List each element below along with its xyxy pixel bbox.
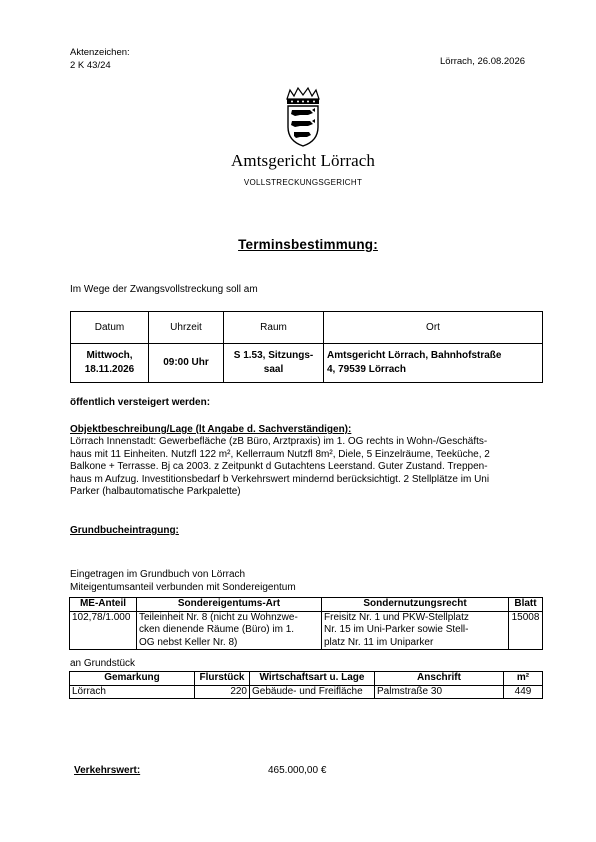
column-header-parcel: Flurstück — [195, 672, 250, 686]
plot-address: Palmstraße 30 — [375, 685, 504, 699]
appointment-room-line2: saal — [263, 364, 284, 375]
usage-right-line: Freisitz Nr. 1 und PKW-Stellplatz — [324, 611, 469, 623]
land-register-line2: Miteigentumsanteil verbunden mit Sondereigentum — [70, 582, 296, 593]
column-header-usage-right: Sondernutzungsrecht — [322, 598, 509, 612]
appointment-place-line2: 4, 79539 Lörrach — [327, 364, 406, 375]
market-value-amount: 465.000,00 € — [268, 765, 327, 776]
usage-right-line: platz Nr. 11 im Uniparker — [324, 636, 434, 648]
auction-statement: öffentlich versteigert werden: — [70, 397, 211, 408]
share-value: 102,78/1.000 — [70, 611, 137, 650]
usage-right — [322, 611, 509, 650]
land-register-heading: Grundbucheintragung: — [70, 525, 179, 536]
plot-district: Lörrach — [70, 685, 195, 699]
appointment-room — [224, 344, 324, 383]
column-header-area: m² — [504, 672, 543, 686]
sheet-number: 15008 — [509, 611, 543, 650]
land-register-line1: Eingetragen im Grundbuch von Lörrach — [70, 569, 246, 580]
baden-wuerttemberg-coat-of-arms-icon — [278, 85, 328, 147]
place-date: Lörrach, 26.08.2026 — [440, 56, 526, 67]
appointment-date-line1: Mittwoch, — [86, 350, 133, 361]
appointment-time: 09:00 Uhr — [149, 344, 224, 383]
intro-text: Im Wege der Zwangsvollstreckung soll am — [70, 284, 258, 295]
appointment-place-line1: Amtsgericht Lörrach, Bahnhofstraße — [327, 350, 502, 361]
object-description — [70, 436, 550, 499]
plot-parcel: 220 — [195, 685, 250, 699]
column-header-time: Uhrzeit — [149, 312, 224, 344]
column-header-use: Wirtschaftsart u. Lage — [250, 672, 375, 686]
appointment-place — [324, 344, 543, 383]
plot-label: an Grundstück — [70, 658, 136, 669]
file-number-label: Aktenzeichen: — [70, 47, 130, 58]
plot-use: Gebäude- und Freifläche — [250, 685, 375, 699]
share-table — [69, 597, 543, 650]
column-header-sheet: Blatt — [509, 598, 543, 612]
document-title: Terminsbestimmung: — [238, 237, 378, 252]
court-department: VOLLSTRECKUNGSGERICHT — [243, 178, 363, 187]
ownership-type-line: Teileinheit Nr. 8 (nicht zu Wohnzwe- — [139, 611, 298, 623]
column-header-place: Ort — [324, 312, 543, 344]
usage-right-line: Nr. 15 im Uni-Parker sowie Stell- — [324, 624, 469, 635]
column-header-room: Raum — [224, 312, 324, 344]
object-description-line: haus m Aufzug. Investitionsbedarf b Verkehrswert mindernd berücksichtigt. 2 Stellplätze im Uni — [70, 473, 490, 485]
court-name: Amtsgericht Lörrach — [231, 151, 375, 170]
object-heading: Objektbeschreibung/Lage (lt Angabe d. Sachverständigen): — [70, 424, 352, 435]
appointment-room-line1: S 1.53, Sitzungs- — [233, 350, 314, 361]
column-header-share: ME-Anteil — [70, 598, 137, 612]
plot-table — [69, 671, 543, 699]
file-number-value: 2 K 43/24 — [70, 60, 111, 71]
column-header-district: Gemarkung — [70, 672, 195, 686]
plot-area: 449 — [504, 685, 543, 699]
column-header-address: Anschrift — [375, 672, 504, 686]
ownership-type-line: cken dienende Räume (Büro) im 1. — [139, 624, 295, 635]
column-header-date: Datum — [71, 312, 149, 344]
object-description-line: Lörrach Innenstadt: Gewerbefläche (zB Büro, Arztpraxis) im 1. OG rechts in Wohn-/Geschäfts- — [70, 436, 488, 447]
ownership-type — [137, 611, 322, 650]
column-header-ownership-type: Sondereigentums-Art — [137, 598, 322, 612]
appointment-table — [70, 311, 543, 383]
object-description-line: Balkone + Terrasse. Bj ca 2003. z Zeitpunkt d Gutachtens Leerstand. Guter Zustand. Treppen- — [70, 461, 488, 473]
appointment-date-line2: 18.11.2026 — [84, 364, 135, 375]
object-description-line: haus mit 11 Einheiten. Nutzfl 122 m², Kellerraum Nutzfl 8m², Diele, 5 Einzelräume, Teeküche, 2 — [70, 448, 490, 460]
appointment-date — [71, 344, 149, 383]
market-value-label: Verkehrswert: — [74, 765, 141, 776]
ownership-type-line: OG nebst Keller Nr. 8) — [139, 636, 238, 648]
object-description-line: Parker (halbautomatische Parkpalette) — [70, 486, 241, 498]
